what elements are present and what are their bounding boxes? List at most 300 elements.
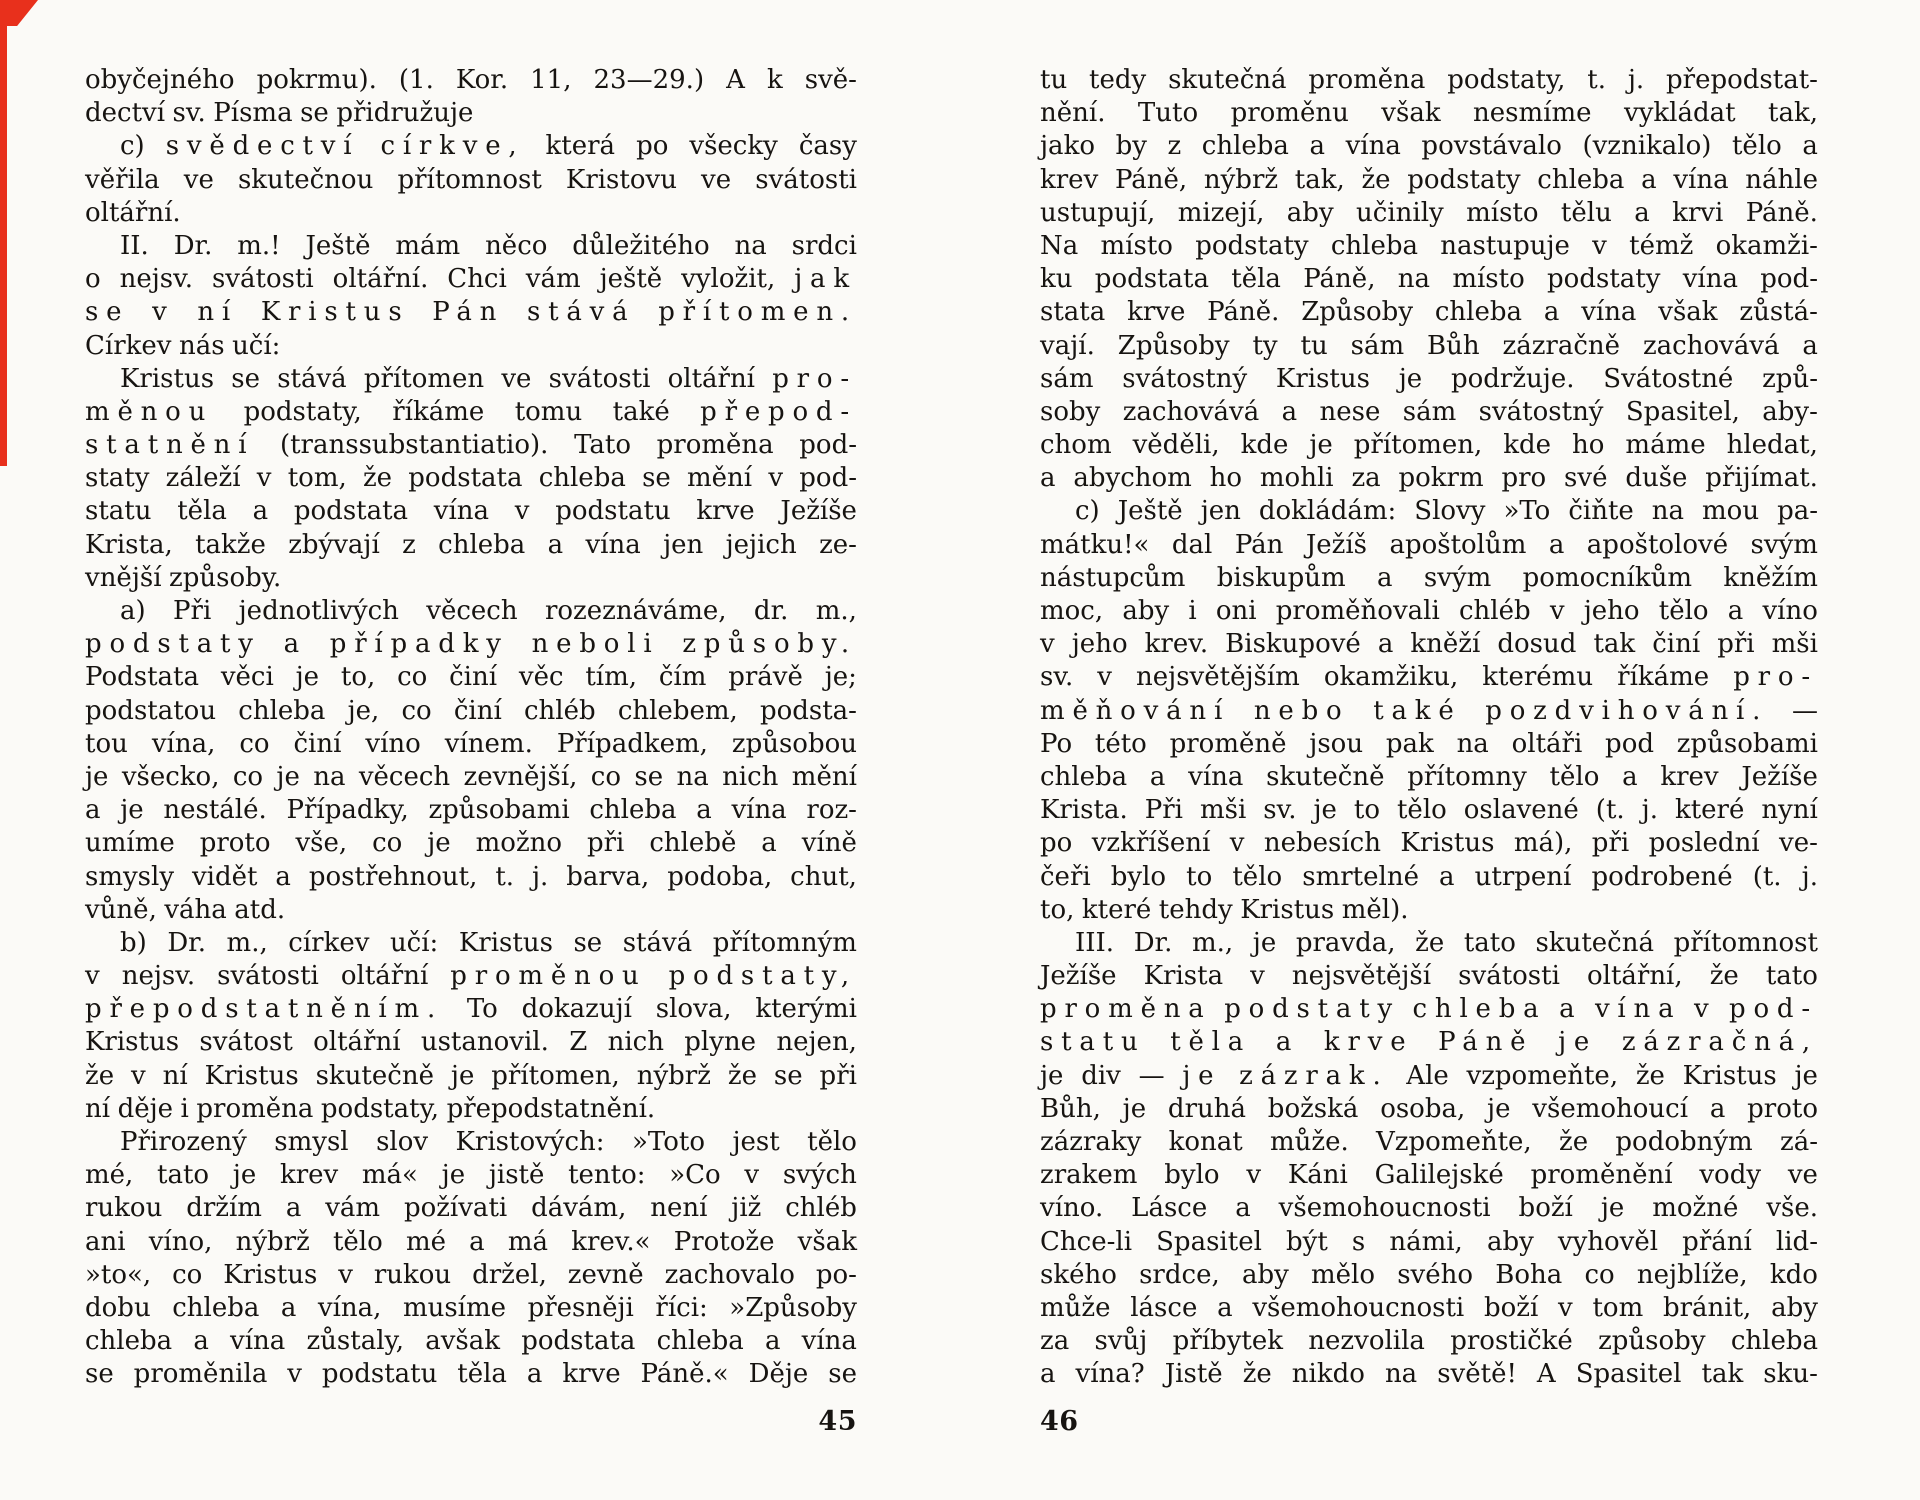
word: přidružuje bbox=[336, 98, 474, 129]
word: mění bbox=[791, 761, 857, 792]
word: je bbox=[1252, 927, 1277, 958]
text-line bbox=[1040, 927, 1818, 960]
word: a bbox=[1235, 1193, 1251, 1224]
word: těla bbox=[1170, 1027, 1252, 1058]
text-line bbox=[85, 164, 857, 197]
word: boží bbox=[1483, 1292, 1539, 1323]
text-line bbox=[85, 894, 857, 927]
word: zůstaly, bbox=[306, 1326, 405, 1357]
word: mou bbox=[1702, 496, 1760, 527]
word: jak bbox=[794, 264, 857, 295]
word: není bbox=[650, 1193, 708, 1224]
text-line bbox=[85, 1060, 857, 1093]
word: Slovy bbox=[1414, 496, 1486, 527]
word: na bbox=[676, 761, 709, 792]
word: aby bbox=[1241, 1259, 1289, 1290]
word: duše bbox=[1625, 463, 1688, 494]
word: ku bbox=[1040, 264, 1073, 295]
word: zá- bbox=[1780, 1127, 1818, 1157]
word: víno, bbox=[148, 1226, 213, 1257]
word: konat bbox=[1168, 1127, 1243, 1157]
word: jejich bbox=[725, 529, 797, 560]
word: na bbox=[313, 761, 346, 792]
word: je bbox=[1182, 1060, 1222, 1091]
text-line bbox=[1040, 993, 1818, 1026]
word: bylo bbox=[1110, 861, 1167, 892]
word: moc, bbox=[1040, 596, 1104, 626]
word: pod- bbox=[1760, 264, 1818, 295]
word: To bbox=[466, 994, 498, 1025]
word: oltářní, bbox=[1586, 961, 1683, 992]
word: oltářní. bbox=[332, 264, 429, 295]
word: Vzpomeňte, bbox=[1376, 1127, 1532, 1157]
word: víno. bbox=[1040, 1193, 1104, 1224]
word: držel, bbox=[472, 1259, 547, 1290]
word: náhle bbox=[1745, 164, 1818, 195]
word: je bbox=[1487, 1093, 1511, 1124]
word: sv. bbox=[1263, 795, 1297, 826]
word: podstaty, bbox=[243, 396, 362, 427]
word: zázračně bbox=[1502, 330, 1621, 361]
word: Protože bbox=[673, 1226, 775, 1257]
word: své bbox=[1564, 463, 1608, 494]
word: ze- bbox=[819, 529, 857, 560]
text-line bbox=[85, 695, 857, 728]
word: oni bbox=[1215, 596, 1257, 626]
word: mohli bbox=[1259, 463, 1334, 494]
word: Ježíše bbox=[1040, 961, 1117, 992]
word: při bbox=[586, 828, 625, 859]
word: Bůh, bbox=[1040, 1093, 1101, 1124]
word: a bbox=[1377, 562, 1393, 593]
word: Lásce bbox=[1131, 1193, 1208, 1224]
word: Ježíše bbox=[780, 496, 857, 527]
word: Páně.« bbox=[640, 1359, 729, 1390]
word: svátosti bbox=[548, 363, 651, 394]
word: ustanovil. bbox=[420, 1027, 549, 1058]
word: pro bbox=[1501, 463, 1547, 494]
word: oltářní bbox=[667, 363, 756, 394]
word: chom bbox=[1040, 430, 1112, 461]
word: a bbox=[1622, 761, 1638, 792]
text-line bbox=[85, 529, 857, 562]
word: zachovalo bbox=[664, 1259, 795, 1290]
word: nejsv. bbox=[119, 264, 194, 295]
word: tu bbox=[1040, 65, 1068, 95]
word: se bbox=[634, 761, 664, 792]
word: jeho bbox=[1583, 596, 1640, 626]
word: podstaty bbox=[85, 629, 261, 660]
word: podstaty bbox=[1547, 264, 1661, 295]
word: záleží bbox=[165, 463, 241, 494]
word: Kristovu bbox=[565, 164, 677, 195]
word: Kristus bbox=[1275, 363, 1370, 394]
word: vnější bbox=[85, 562, 162, 593]
word: je bbox=[276, 761, 300, 792]
word: nění. bbox=[1040, 98, 1106, 129]
word: mé, bbox=[85, 1160, 134, 1191]
word: chleba bbox=[589, 795, 677, 826]
word: v bbox=[287, 1359, 302, 1390]
word: Kristus bbox=[223, 1259, 318, 1290]
word: Páně. bbox=[1207, 297, 1280, 328]
word: věci bbox=[220, 662, 274, 693]
word: ve bbox=[183, 164, 214, 195]
word: máme bbox=[1625, 430, 1706, 461]
word: Po bbox=[1040, 728, 1073, 759]
word: (t. bbox=[1595, 795, 1625, 826]
word: podstaty bbox=[1195, 230, 1309, 261]
word: aby bbox=[1286, 197, 1334, 228]
text-line bbox=[85, 130, 857, 163]
word: pod- bbox=[799, 430, 857, 461]
page-46-number: 46 bbox=[1040, 1406, 1079, 1437]
word: nesmíme bbox=[1473, 98, 1592, 129]
word: pokrm bbox=[1398, 463, 1484, 494]
word: je bbox=[295, 662, 320, 693]
word: okamžiku, bbox=[1323, 662, 1459, 693]
word: slov bbox=[376, 1127, 429, 1157]
word: t. bbox=[1587, 65, 1607, 95]
word: c) bbox=[120, 131, 145, 162]
word: tělo bbox=[807, 1127, 857, 1157]
word: atd. bbox=[234, 894, 286, 925]
word: vzpomeňte, bbox=[1466, 1060, 1619, 1091]
word: a bbox=[285, 1193, 302, 1224]
word: je bbox=[1398, 363, 1423, 394]
word: Děje bbox=[748, 1359, 809, 1390]
text-line bbox=[85, 927, 857, 960]
word: — bbox=[1138, 1060, 1165, 1091]
word: Ještě bbox=[305, 230, 371, 261]
word: oltáři bbox=[1511, 728, 1583, 759]
word: podržuje. bbox=[1450, 363, 1575, 394]
word: chut, bbox=[790, 861, 857, 892]
word: Kor. bbox=[455, 65, 509, 95]
word: j. bbox=[1641, 795, 1658, 826]
word: co bbox=[239, 728, 270, 759]
text-line bbox=[1040, 230, 1818, 263]
word: místo bbox=[1452, 264, 1525, 295]
word: se bbox=[773, 1060, 803, 1091]
word: poslední bbox=[1648, 828, 1760, 859]
word: nese bbox=[1319, 396, 1381, 427]
text-line bbox=[1040, 97, 1818, 130]
word: činí bbox=[453, 695, 502, 726]
word: vína, bbox=[151, 728, 216, 759]
word: činí bbox=[293, 728, 342, 759]
word: a bbox=[761, 828, 777, 859]
word: že bbox=[362, 463, 393, 494]
word: nás bbox=[178, 330, 225, 361]
text-line bbox=[1040, 1192, 1818, 1225]
word: rukou bbox=[373, 1259, 452, 1290]
word: apoštolové bbox=[1586, 529, 1729, 560]
word: takže bbox=[195, 529, 266, 560]
word: všecko, bbox=[121, 761, 220, 792]
word: po bbox=[636, 131, 669, 162]
word: chleba bbox=[656, 1326, 744, 1357]
word: nezvolila bbox=[1308, 1326, 1425, 1357]
word: v bbox=[1246, 1160, 1262, 1191]
word: III. bbox=[1075, 927, 1115, 958]
word: aby bbox=[1771, 1292, 1818, 1323]
word: podobným bbox=[1615, 1127, 1753, 1157]
word: všemohoucí bbox=[1532, 1093, 1689, 1124]
word: kde bbox=[1503, 430, 1552, 461]
text-line bbox=[1040, 396, 1818, 429]
scan-red-edge-strip bbox=[0, 0, 7, 466]
word: že bbox=[1559, 1127, 1589, 1157]
word: chleba bbox=[1201, 131, 1289, 162]
word: je bbox=[1558, 1027, 1598, 1058]
word: přepodstat- bbox=[1666, 65, 1818, 95]
word: pozdvihování. bbox=[1485, 695, 1769, 726]
word: i bbox=[1188, 596, 1197, 626]
word: témž bbox=[1629, 230, 1694, 261]
word: z bbox=[402, 529, 416, 560]
word: to, bbox=[340, 662, 376, 693]
word: a bbox=[1439, 861, 1455, 892]
text-line bbox=[1040, 595, 1818, 628]
word: Kristus bbox=[1400, 828, 1495, 859]
word: mizejí, bbox=[1177, 197, 1265, 228]
word: podstaty, bbox=[320, 1093, 440, 1124]
word: které bbox=[1674, 795, 1745, 826]
word: jeho bbox=[1071, 629, 1128, 660]
word: »Co bbox=[669, 1160, 721, 1191]
word: krev bbox=[1660, 761, 1719, 792]
word: skutečnou bbox=[237, 164, 374, 195]
word: a bbox=[1802, 131, 1818, 162]
word: že bbox=[85, 1060, 115, 1091]
word: je bbox=[1600, 1193, 1625, 1224]
word: a bbox=[1281, 396, 1298, 427]
text-line bbox=[85, 495, 857, 528]
word: mši bbox=[1199, 795, 1247, 826]
word: j. bbox=[1801, 861, 1818, 892]
text-line bbox=[1040, 263, 1818, 296]
word: zázračná, bbox=[1621, 1027, 1818, 1058]
text-line bbox=[85, 64, 857, 97]
text-line bbox=[85, 330, 857, 363]
word: krve bbox=[1127, 297, 1186, 328]
word: tak, bbox=[1768, 98, 1818, 129]
text-line bbox=[85, 1159, 857, 1192]
word: kněží bbox=[1410, 629, 1481, 660]
word: tělu bbox=[1560, 197, 1612, 228]
word: Ježíš bbox=[1305, 529, 1367, 560]
word: tato bbox=[1463, 927, 1516, 958]
word: přepodstatnění. bbox=[446, 1093, 656, 1124]
word: Dr. bbox=[173, 230, 213, 261]
word: a bbox=[1641, 164, 1657, 195]
word: dr. bbox=[753, 596, 789, 626]
word: požívati bbox=[403, 1193, 508, 1224]
word: se bbox=[300, 98, 329, 129]
word: v bbox=[1549, 596, 1565, 626]
word: aby- bbox=[1762, 396, 1818, 427]
word: a bbox=[764, 1326, 781, 1357]
word: podstaty, bbox=[1447, 65, 1566, 95]
text-line bbox=[1040, 794, 1818, 827]
word: způsoby. bbox=[682, 629, 857, 660]
word: (vznikalo) bbox=[1582, 131, 1712, 162]
text-line bbox=[1040, 894, 1818, 927]
text-line bbox=[1040, 529, 1818, 562]
word: roz- bbox=[806, 795, 857, 826]
word: věcech bbox=[358, 761, 451, 792]
word: nejsvětější bbox=[1291, 961, 1432, 992]
word: měňování bbox=[1040, 695, 1231, 726]
text-line bbox=[1040, 1325, 1818, 1358]
text-line bbox=[85, 1026, 857, 1059]
word: 11, bbox=[530, 65, 572, 95]
word: kde bbox=[1240, 430, 1289, 461]
word: co bbox=[232, 761, 264, 792]
word: utrpení bbox=[1474, 861, 1572, 892]
word: tím, bbox=[585, 662, 638, 693]
word: tělo bbox=[1658, 596, 1709, 626]
word: se bbox=[828, 1359, 857, 1390]
word: proto bbox=[199, 828, 271, 859]
word: Spasitel bbox=[1575, 1359, 1682, 1390]
word: má), bbox=[1513, 828, 1573, 859]
word: ho bbox=[1209, 463, 1243, 494]
word: Spasitel, bbox=[1625, 396, 1740, 427]
word: skutečná bbox=[1168, 65, 1287, 95]
word: je bbox=[1794, 1060, 1818, 1091]
word: rukou bbox=[85, 1193, 163, 1224]
word: měnou bbox=[85, 396, 214, 427]
word: podstatu bbox=[321, 1359, 438, 1390]
word: rozeznáváme, bbox=[544, 596, 727, 626]
word: postřehnout, bbox=[308, 861, 478, 892]
word: v bbox=[152, 297, 175, 328]
word: něco bbox=[485, 230, 548, 261]
word: Pán bbox=[1234, 529, 1284, 560]
word: tak, bbox=[1294, 164, 1345, 195]
word: této bbox=[1094, 728, 1147, 759]
word: a bbox=[1040, 463, 1056, 494]
word: Kristus bbox=[260, 297, 410, 328]
word: svátosti bbox=[1458, 961, 1560, 992]
word: pod- bbox=[1729, 994, 1818, 1025]
word: přítomen bbox=[363, 363, 485, 394]
word: božská bbox=[1267, 1093, 1359, 1124]
word: nebesích bbox=[1263, 828, 1381, 859]
word: sv. bbox=[172, 98, 206, 129]
word: a bbox=[85, 795, 101, 826]
text-line bbox=[1040, 495, 1818, 528]
word: avšak bbox=[425, 1326, 501, 1357]
word: svých bbox=[782, 1160, 857, 1191]
text-line bbox=[85, 861, 857, 894]
word: podoba, bbox=[667, 861, 773, 892]
word: všemohoucnosti bbox=[1278, 1193, 1491, 1224]
word: sám bbox=[1040, 363, 1094, 394]
word: na bbox=[1651, 496, 1685, 527]
word: vínem. bbox=[444, 728, 533, 759]
word: a bbox=[1709, 1093, 1726, 1124]
word: podstata bbox=[408, 463, 523, 494]
word: chleba bbox=[1730, 1326, 1818, 1357]
word: srdci bbox=[791, 230, 857, 261]
word: smysl bbox=[274, 1127, 349, 1157]
word: krve bbox=[1323, 1027, 1414, 1058]
word: a bbox=[1548, 529, 1565, 560]
word: v bbox=[1693, 994, 1717, 1025]
word: přepod- bbox=[700, 396, 857, 427]
word: mši bbox=[1771, 629, 1818, 660]
word: Krista bbox=[1143, 961, 1224, 992]
word: zázraky bbox=[1040, 1127, 1142, 1157]
word: nejblíže, bbox=[1636, 1259, 1748, 1290]
word: učí: bbox=[232, 330, 281, 361]
word: Ale bbox=[1406, 1060, 1449, 1091]
word: je bbox=[1313, 795, 1337, 826]
word: všemohoucnosti bbox=[1252, 1292, 1465, 1323]
word: je bbox=[441, 1160, 466, 1191]
word: co bbox=[590, 761, 621, 792]
word: chleba bbox=[1330, 230, 1419, 261]
word: biskupům bbox=[1216, 562, 1346, 593]
word: j. bbox=[1627, 65, 1645, 95]
word: Při bbox=[173, 596, 212, 626]
word: v bbox=[744, 1160, 760, 1191]
word: proměně bbox=[1169, 728, 1287, 759]
word: dobu bbox=[85, 1292, 151, 1323]
word: pak bbox=[1385, 728, 1434, 759]
word: Kristus bbox=[1240, 894, 1335, 925]
word: tělo bbox=[1232, 861, 1283, 892]
text-line bbox=[85, 363, 857, 396]
word: tehdy bbox=[1158, 894, 1233, 925]
word: svátosti bbox=[211, 264, 314, 295]
word: a bbox=[526, 1359, 543, 1390]
word: svým bbox=[1423, 562, 1492, 593]
word: tělo bbox=[1549, 761, 1600, 792]
word: je bbox=[232, 1160, 257, 1191]
word: bylo bbox=[1164, 1160, 1220, 1191]
word: statnění bbox=[85, 430, 255, 461]
word: okamži- bbox=[1715, 230, 1818, 261]
text-line bbox=[1040, 827, 1818, 860]
word: bránit, bbox=[1662, 1292, 1752, 1323]
word: chleba bbox=[172, 1292, 260, 1323]
word: přepodstatněním. bbox=[85, 994, 444, 1025]
word: nebo bbox=[1253, 695, 1350, 726]
page-45-number: 45 bbox=[818, 1406, 857, 1437]
word: proměnou bbox=[450, 961, 647, 992]
word: která bbox=[545, 131, 616, 162]
word: Způsoby bbox=[1301, 297, 1414, 328]
word: pod- bbox=[799, 463, 857, 494]
word: co bbox=[172, 1259, 203, 1290]
word: Svátostné bbox=[1603, 363, 1734, 394]
word: vzkříšení bbox=[1091, 828, 1211, 859]
word: zbývají bbox=[288, 529, 380, 560]
word: je bbox=[427, 828, 451, 859]
text-line bbox=[1040, 1060, 1818, 1093]
word: tento: bbox=[568, 1160, 646, 1191]
word: ní bbox=[85, 1093, 111, 1124]
word: Z bbox=[569, 1027, 588, 1058]
word: zázrak. bbox=[1239, 1060, 1389, 1091]
word: že bbox=[727, 1060, 757, 1091]
word: a bbox=[280, 1292, 297, 1323]
word: to, bbox=[1040, 894, 1075, 925]
